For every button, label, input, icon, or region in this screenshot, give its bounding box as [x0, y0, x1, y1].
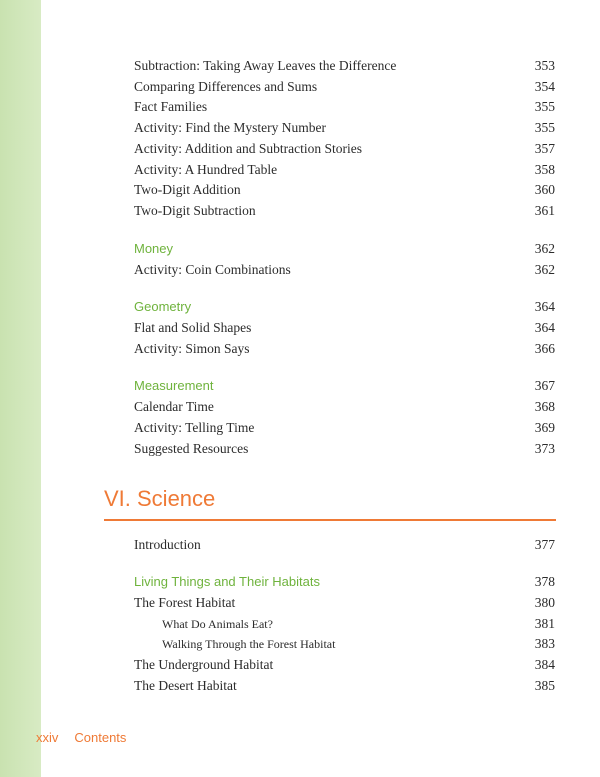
toc-entry[interactable] — [134, 160, 555, 180]
heading-page: 378 — [534, 574, 555, 589]
entry-label: Activity: Coin Combinations — [134, 262, 291, 277]
entry-label: Activity: Addition and Subtraction Stories — [134, 141, 362, 156]
entry-label: The Underground Habitat — [134, 657, 274, 672]
toc-entry[interactable] — [134, 201, 555, 221]
toc-entry[interactable] — [134, 676, 555, 696]
entry-label: The Forest Habitat — [134, 595, 236, 610]
entry-page: 353 — [534, 58, 555, 73]
toc-entry[interactable] — [134, 139, 555, 159]
entry-label: Subtraction: Taking Away Leaves the Difference — [134, 58, 397, 73]
toc-subentry[interactable] — [162, 634, 555, 654]
entry-page: 380 — [534, 595, 555, 610]
entry-label: Introduction — [134, 537, 201, 552]
section-divider — [104, 519, 556, 521]
entry-label: Activity: Telling Time — [134, 420, 255, 435]
toc-entry[interactable] — [134, 439, 555, 459]
entry-page: 366 — [534, 341, 555, 356]
toc-entry[interactable] — [134, 339, 555, 359]
entry-page: 354 — [534, 79, 555, 94]
entry-label: Walking Through the Forest Habitat — [162, 637, 336, 651]
entry-page: 360 — [534, 182, 555, 197]
toc-entry[interactable] — [134, 260, 555, 280]
heading-label: Measurement — [134, 378, 214, 393]
toc-heading-geometry[interactable] — [134, 297, 555, 317]
footer-label: Contents — [74, 730, 127, 745]
heading-label: Geometry — [134, 299, 192, 314]
entry-page: 364 — [534, 320, 555, 335]
toc-entry[interactable] — [134, 655, 555, 675]
entry-page: 361 — [534, 203, 555, 218]
entry-page: 381 — [534, 616, 555, 631]
heading-page: 364 — [534, 299, 555, 314]
toc-heading-living-things[interactable] — [134, 572, 555, 592]
entry-page: 355 — [534, 99, 555, 114]
entry-page: 362 — [534, 262, 555, 277]
entry-label: Suggested Resources — [134, 441, 249, 456]
heading-page: 367 — [534, 378, 555, 393]
toc-entry[interactable] — [134, 97, 555, 117]
heading-page: 362 — [534, 241, 555, 256]
entry-page: 357 — [534, 141, 555, 156]
entry-label: Fact Families — [134, 99, 208, 114]
page-footer — [36, 728, 126, 748]
entry-label: What Do Animals Eat? — [162, 617, 273, 631]
toc-entry[interactable] — [134, 77, 555, 97]
entry-label: Comparing Differences and Sums — [134, 79, 318, 94]
entry-page: 358 — [534, 162, 555, 177]
entry-page: 377 — [534, 537, 555, 552]
entry-label: Activity: Find the Mystery Number — [134, 120, 326, 135]
entry-page: 373 — [534, 441, 555, 456]
entry-label: The Desert Habitat — [134, 678, 237, 693]
footer-page-number: xxiv — [36, 730, 59, 745]
entry-page: 384 — [534, 657, 555, 672]
entry-page: 383 — [534, 636, 555, 651]
heading-label: Money — [134, 241, 174, 256]
toc-entry[interactable] — [134, 418, 555, 438]
toc-subentry[interactable] — [162, 614, 555, 634]
toc-entry[interactable] — [134, 397, 555, 417]
entry-label: Two-Digit Addition — [134, 182, 241, 197]
entry-label: Calendar Time — [134, 399, 214, 414]
entry-page: 369 — [534, 420, 555, 435]
toc-entry[interactable] — [134, 56, 555, 76]
toc-entry[interactable] — [134, 593, 555, 613]
entry-label: Flat and Solid Shapes — [134, 320, 252, 335]
entry-label: Two-Digit Subtraction — [134, 203, 256, 218]
toc-entry[interactable] — [134, 180, 555, 200]
entry-page: 368 — [534, 399, 555, 414]
entry-page: 385 — [534, 678, 555, 693]
entry-label: Activity: A Hundred Table — [134, 162, 278, 177]
toc-entry[interactable] — [134, 118, 555, 138]
section-title: VI. Science — [104, 486, 216, 511]
toc-entry[interactable] — [134, 318, 555, 338]
entry-label: Activity: Simon Says — [134, 341, 250, 356]
toc-heading-money[interactable] — [134, 239, 555, 259]
entry-page: 355 — [534, 120, 555, 135]
toc-heading-measurement[interactable] — [134, 376, 555, 396]
toc-entry[interactable] — [134, 535, 555, 555]
heading-label: Living Things and Their Habitats — [134, 574, 320, 589]
